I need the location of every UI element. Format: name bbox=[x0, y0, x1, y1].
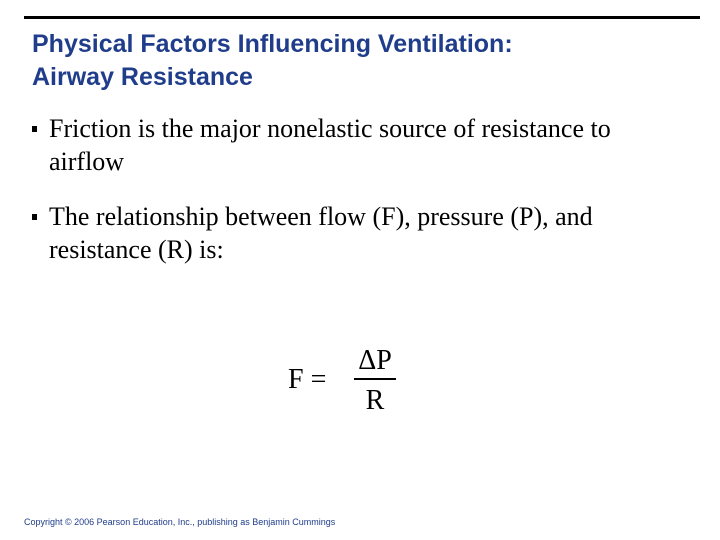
title-line-1: Physical Factors Influencing Ventilation: bbox=[32, 30, 513, 58]
bullet-square-icon bbox=[32, 126, 37, 132]
top-divider bbox=[24, 16, 700, 19]
title-line-2: Airway Resistance bbox=[32, 63, 253, 91]
formula-fraction bbox=[354, 346, 396, 416]
bullet-list bbox=[32, 112, 692, 288]
formula-denominator: R bbox=[365, 385, 385, 416]
formula-numerator: ΔP bbox=[358, 345, 392, 376]
bullet-text: Friction is the major nonelastic source of resistance to airflow bbox=[49, 114, 611, 176]
bullet-item bbox=[32, 112, 692, 178]
formula-lhs: F = bbox=[288, 364, 327, 395]
bullet-square-icon bbox=[32, 214, 37, 220]
bullet-text: The relationship between flow (F), pressure (P), and resistance (R) is: bbox=[49, 202, 593, 264]
copyright-footer: Copyright © 2006 Pearson Education, Inc., publishing as Benjamin Cummings bbox=[24, 517, 336, 527]
slide-title bbox=[32, 28, 513, 94]
fraction-bar bbox=[354, 378, 396, 380]
bullet-item bbox=[32, 200, 692, 266]
resistance-formula bbox=[288, 346, 408, 426]
